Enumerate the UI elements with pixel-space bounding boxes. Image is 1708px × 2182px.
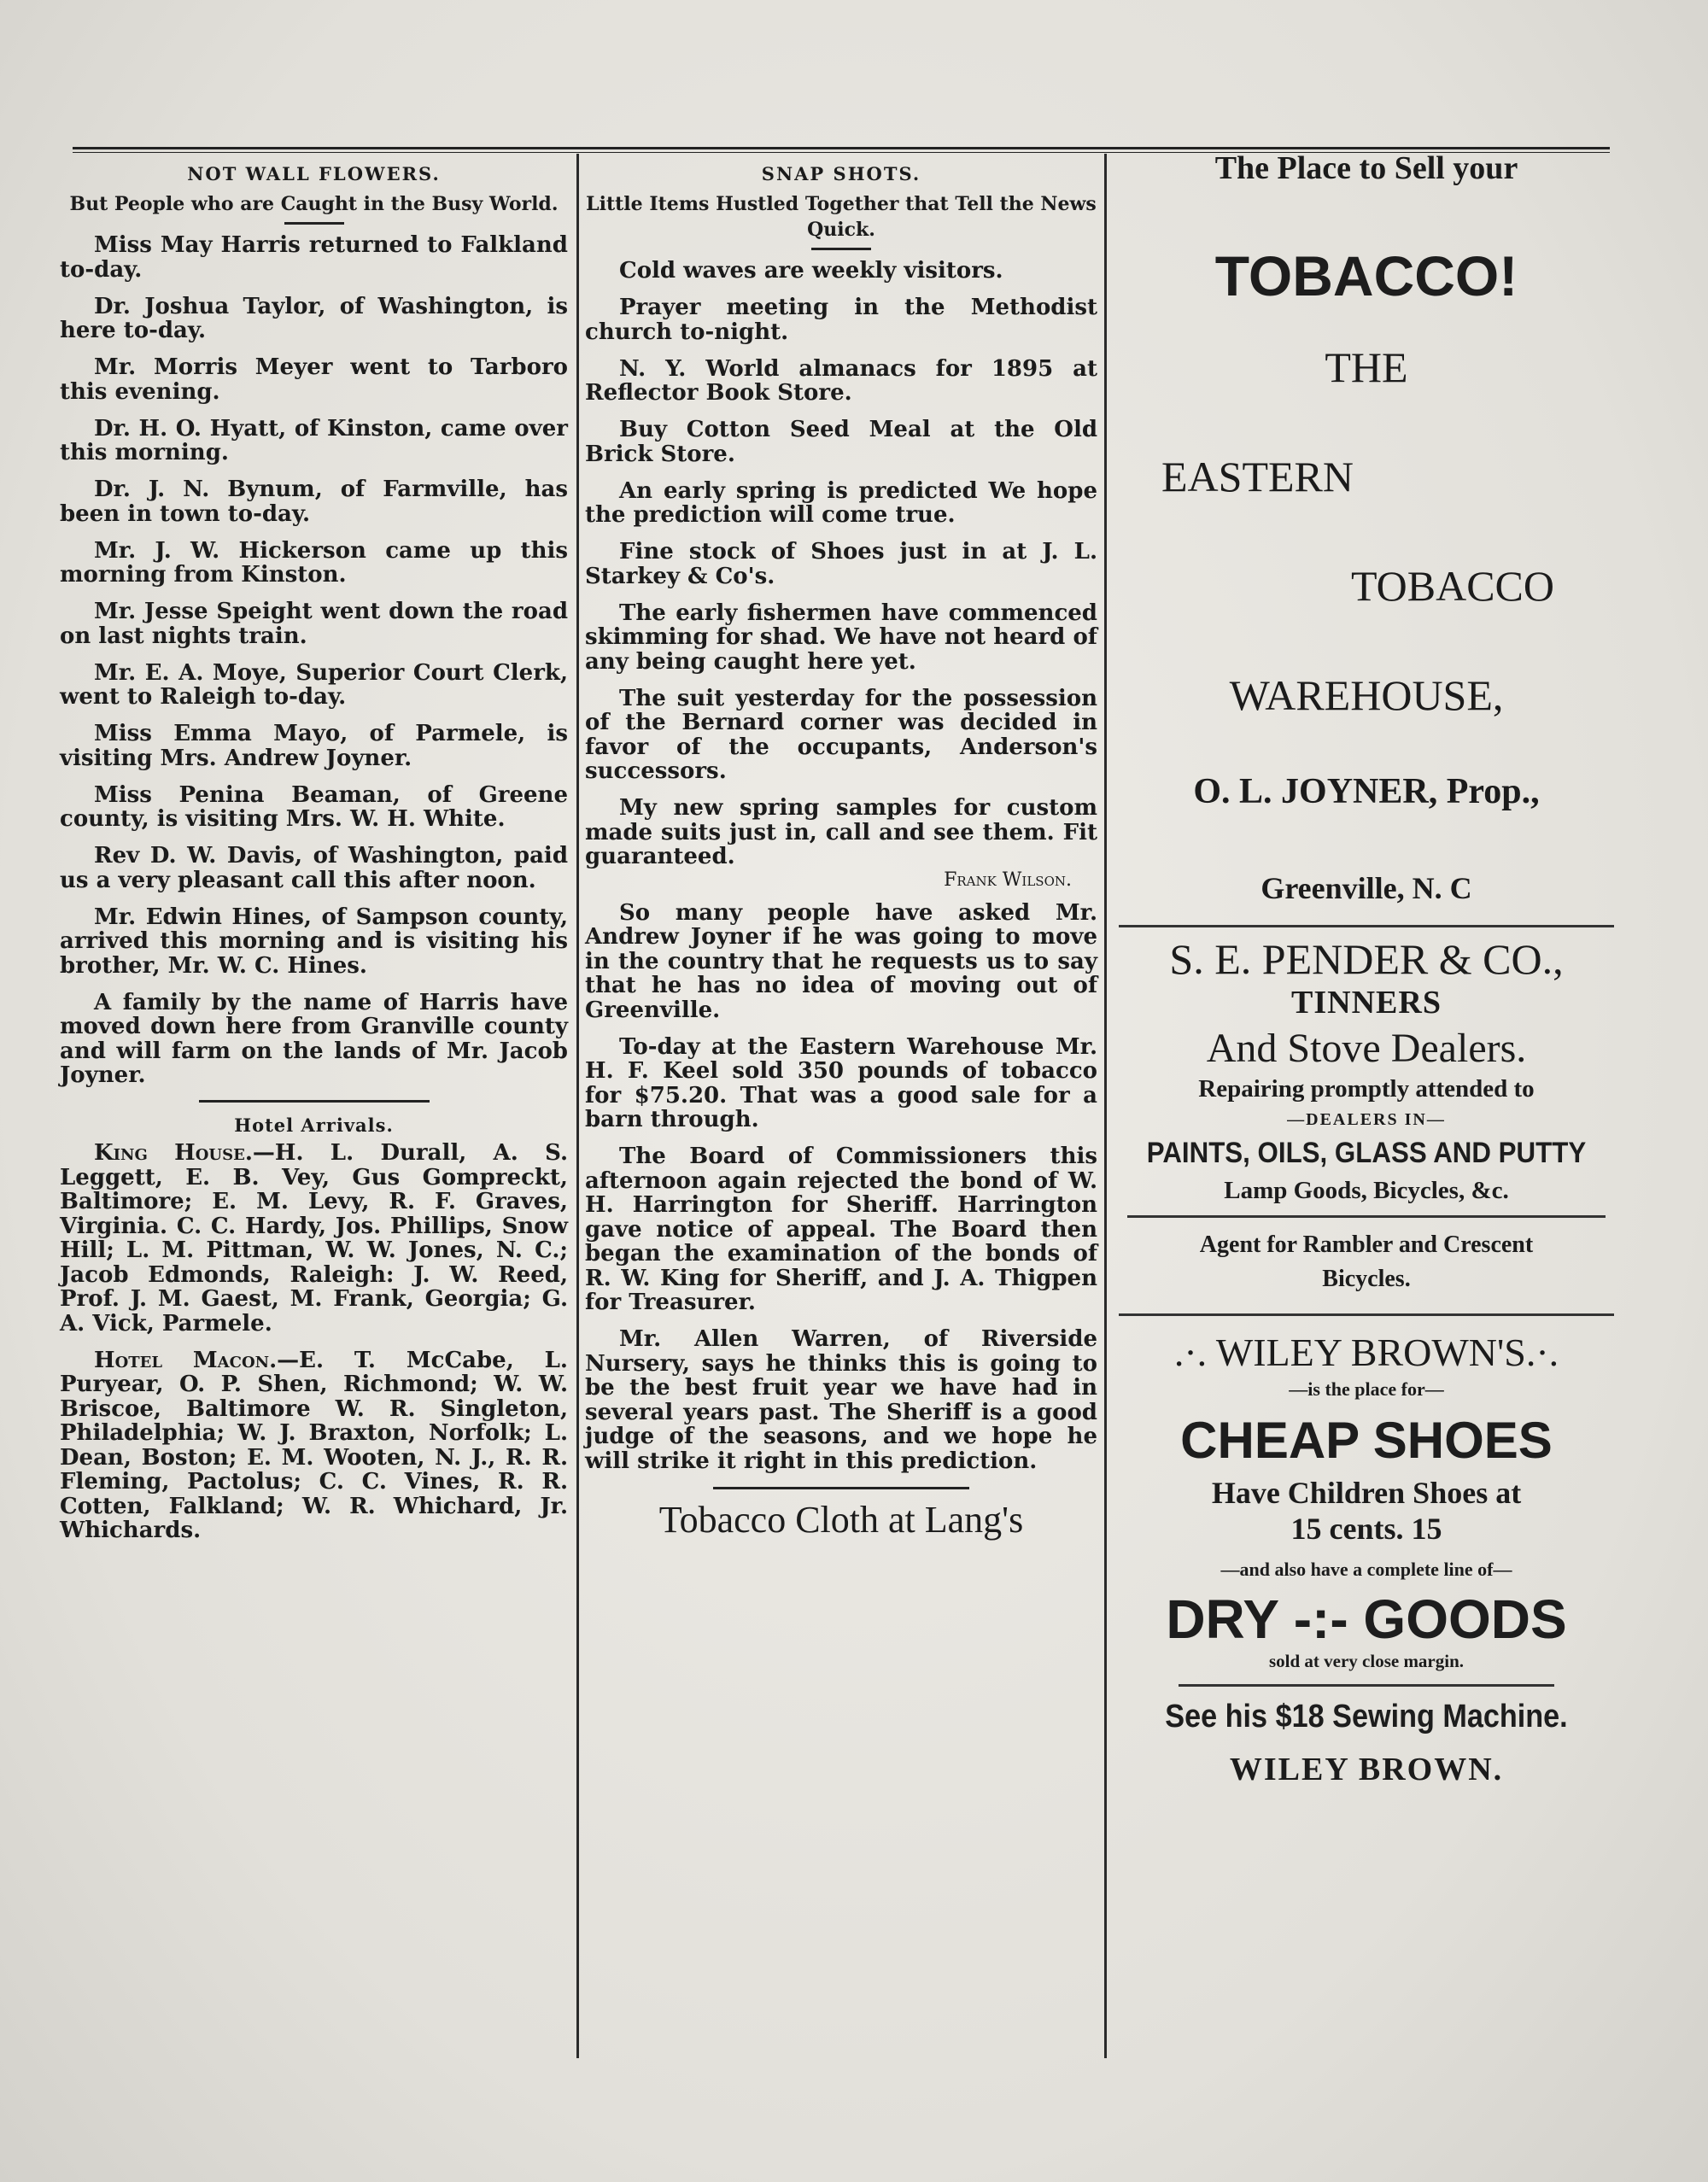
warehouse-ad-tagline: The Place to Sell your [1214,150,1518,186]
wiley-brown-ad-signature: WILEY BROWN. [1229,1752,1504,1787]
wiley-brown-ad-margin: sold at very close margin. [1268,1651,1465,1671]
snapshots-heading: SNAP SHOTS. [761,163,921,184]
news-item: Prayer meeting in the Methodist church to-night. [585,295,1097,345]
wiley-brown-ad-cheap-shoes: CHEAP SHOES [1180,1412,1553,1469]
section-divider [713,1487,969,1489]
news-item: So many people have asked Mr. Andrew Joyner if he was going to move in the country that he requests us to say that he has no idea of moving out of Greenville. [585,899,1097,1023]
personal-item: Mr. Jesse Speight went down the road on last nights train. [60,599,568,649]
news-item: Fine stock of Shoes just in at J. L. Starkey & Co's. [585,539,1097,589]
news-item: The early fishermen have commenced skimming for shad. We have not heard of any being caught here yet. [585,600,1097,675]
personal-item: Dr. H. O. Hyatt, of Kinston, came over this morning. [60,415,568,465]
personal-item: Mr. Edwin Hines, of Sampson county, arrived this morning and is visiting his brother, Mr. W. C. Hines. [60,904,568,979]
pender-ad-stove-dealers: And Stove Dealers. [1206,1026,1527,1071]
section-divider [199,1100,430,1103]
tobacco-cloth-ad: Tobacco Cloth at Lang's [658,1499,1024,1541]
ad-divider [1119,925,1614,927]
news-item: My new spring samples for custom made suits just in, call and see them. Fit guaranteed. [585,795,1097,869]
pender-ad-name: S. E. PENDER & CO., [1169,935,1564,983]
pender-ad-repairing: Repairing promptly attended to [1198,1075,1535,1103]
warehouse-ad-location: Greenville, N. C [1261,871,1472,905]
hotel-arrivals-heading: Hotel Arrivals. [234,1114,394,1136]
personals-heading: NOT WALL FLOWERS. [187,163,441,184]
personals-subheading: But People who are Caught in the Busy World. [69,193,559,215]
warehouse-ad-proprietor: O. L. JOYNER, Prop., [1193,772,1540,811]
personal-item: Mr. Morris Meyer went to Tarboro this evening. [60,354,568,405]
news-item: The Board of Commissioners this afternoon again rejected the bond of W. H. Harrington for Sheriff. Harrington gave notice of appeal. The Board then began the examination of the bonds of R. W. King for Sheriff, and J. A. Thigpen for Treasurer. [585,1144,1097,1315]
personal-item: Miss Penina Beaman, of Greene county, is visiting Mrs. W. H. White. [60,781,568,832]
personal-item: Dr. Joshua Taylor, of Washington, is here to-day. [60,293,568,343]
warehouse-ad-tobacco: TOBACCO! [1214,244,1518,307]
pender-ad-lamp-goods: Lamp Goods, Bicycles, &c. [1224,1177,1509,1204]
news-item: An early spring is predicted We hope the prediction will come true. [585,477,1097,528]
pender-ad-dealers-in: —DEALERS IN— [1287,1110,1446,1129]
pender-ad-agent: Agent for Rambler and Crescent Bicycles. [1199,1231,1534,1292]
wiley-brown-ad-name: .·. WILEY BROWN'S.·. [1173,1331,1559,1374]
hotel-name: Hotel Macon. [94,1347,278,1373]
hotel-guests: —E. T. McCabe, L. Puryear, O. P. Shen, Richmond; W. W. Briscoe, Baltimore W. R. Singleton, Philadelphia; W. J. Braxton, Norfolk; L. Dean, Boston; E. M. Wooten, N. J., R. R. Fleming, Pactolus; C. C. Vines, R. R. Cotten, Falkland; W. R. Whichard, Jr. Whichards. [60,1347,568,1543]
personal-item: Dr. J. N. Bynum, of Farmville, has been in town to-day. [60,477,568,527]
warehouse-ad [1110,149,1623,906]
wiley-brown-ad-price: 15 cents. 15 [1290,1512,1442,1546]
personal-item: Rev D. W. Davis, of Washington, paid us a very pleasant call this after noon. [60,843,568,893]
warehouse-ad-warehouse: WAREHOUSE, [1229,671,1504,719]
hotel-guests: —H. L. Durall, A. S. Leggett, E. B. Vey, Gus Gompreckt, Baltimore; E. M. Levy, R. F. Graves, Virginia. C. C. Hardy, Jos. Phillips, Snow Hill; L. M. Pittman, W. W. Jones, N. C.; Jacob Edmonds, Raleigh: J. W. Reed, Prof. J. M. Gaest, M. Frank, Georgia; G. A. Vick, Parmele. [60,1140,568,1337]
column-divider-2 [1104,154,1107,2058]
wiley-brown-ad-complete-line: —and also have a complete line of— [1220,1559,1512,1580]
hotel-name: King House. [94,1140,253,1166]
wiley-brown-ad-place-for: —is the place for— [1289,1378,1444,1400]
warehouse-ad-the: THE [1325,343,1408,391]
ad-divider [1179,1684,1554,1687]
snapshots-subheading: Little Items Hustled Together that Tell the News Quick. [586,193,1097,241]
wiley-brown-ad-children-shoes: Have Children Shoes at [1211,1476,1522,1510]
news-item: The suit yesterday for the possession of the Bernard corner was decided in favor of the occupants, Anderson's successors. [585,685,1097,784]
wiley-brown-ad-dry-goods: DRY -:- GOODS [1166,1588,1567,1650]
personal-item: Mr. E. A. Moye, Superior Court Clerk, went to Raleigh to-day. [60,659,568,710]
news-signature: Frank Wilson. [944,869,1072,891]
news-item: Mr. Allen Warren, of Riverside Nursery, says he thinks this is going to be the best fruit year we have had in several years past. The Sheriff is a good judge of the seasons, and we hope he will strike it right in this prediction. [585,1326,1097,1474]
personal-item: Miss Emma Mayo, of Parmele, is visiting Mrs. Andrew Joyner. [60,721,568,771]
pender-ad-paints: PAINTS, OILS, GLASS AND PUTTY [1146,1137,1587,1169]
ad-divider [1127,1215,1606,1218]
column-divider-1 [576,154,579,2058]
warehouse-ad-tobacco-word: TOBACCO [1350,562,1554,610]
pender-ad-tinners: TINNERS [1291,985,1442,1021]
column-advertisements [1110,150,1623,1788]
news-item: Buy Cotton Seed Meal at the Old Brick Store. [585,417,1097,467]
personal-item: Mr. J. W. Hickerson came up this morning from Kinston. [60,537,568,588]
news-item: To-day at the Eastern Warehouse Mr. H. F. Keel sold 350 pounds of tobacco for $75.20. That was a good sale for a barn through. [585,1033,1097,1132]
heading-divider [811,248,871,250]
news-item: Cold waves are weekly visitors. [619,258,1003,284]
wiley-brown-ad-sewing-machine: See his $18 Sewing Machine. [1165,1699,1568,1734]
hotel-entry [60,1348,568,1543]
ad-divider [1119,1313,1614,1316]
personal-item: A family by the name of Harris have moved down here from Granville county and will farm on the lands of Mr. Jacob Joyner. [60,989,568,1088]
warehouse-ad-eastern: EASTERN [1161,453,1354,500]
personal-item: Miss May Harris returned to Falkland to-day. [60,232,568,283]
column-personals [60,158,568,1555]
pender-ad [1110,934,1623,1296]
wiley-brown-ad [1110,1330,1623,1788]
column-snap-shots [585,158,1097,1541]
hotel-entry [60,1141,568,1336]
heading-divider [284,222,344,225]
news-item: N. Y. World almanacs for 1895 at Reflector Book Store. [585,355,1097,406]
